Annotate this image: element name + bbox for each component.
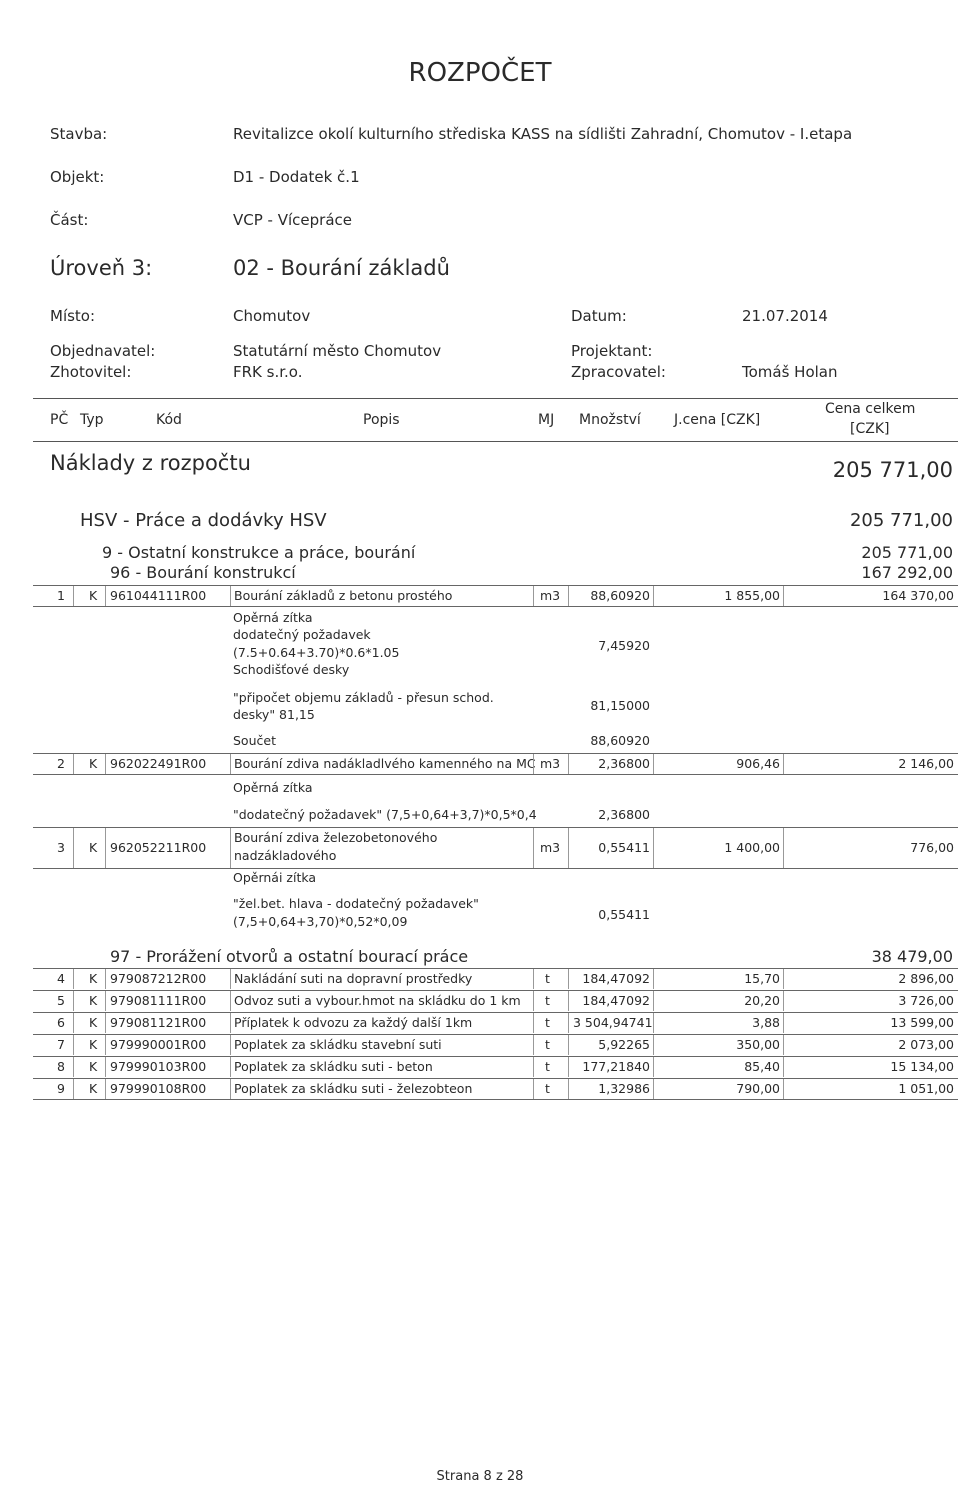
row-popis: Bourání zdiva nadákladlvého kamenného na MC bbox=[234, 756, 536, 771]
row-pc: 6 bbox=[57, 1015, 65, 1030]
col-mnozstvi: Množství bbox=[579, 412, 641, 428]
row-kod: 979990103R00 bbox=[110, 1059, 207, 1074]
table-row bbox=[33, 990, 958, 1011]
row-popis: Odvoz suti a vybour.hmot na skládku do 1 km bbox=[234, 993, 521, 1008]
detail-text: Schodišťové desky bbox=[233, 662, 350, 677]
detail-text: "připočet objemu základů - přesun schod. bbox=[233, 690, 494, 705]
row-pc: 3 bbox=[57, 840, 65, 855]
row-typ: K bbox=[89, 1015, 98, 1030]
group-96-label: 96 - Bourání konstrukcí bbox=[110, 563, 296, 582]
detail-text: desky" 81,15 bbox=[233, 707, 315, 722]
row-mj: t bbox=[545, 993, 550, 1008]
row-pc: 2 bbox=[57, 756, 65, 771]
row-kod: 979990108R00 bbox=[110, 1081, 207, 1096]
row-mj: m3 bbox=[540, 840, 561, 855]
group-96-total: 167 292,00 bbox=[861, 563, 953, 582]
uroven-label: Úroveň 3: bbox=[50, 256, 153, 280]
detail-text: Opěrná zítka bbox=[233, 780, 313, 795]
table-row bbox=[33, 968, 958, 989]
row-popis: Bourání základů z betonu prostého bbox=[234, 588, 453, 603]
row-typ: K bbox=[89, 1037, 98, 1052]
hsv-label: HSV - Práce a dodávky HSV bbox=[80, 510, 327, 531]
table-row bbox=[33, 1056, 958, 1077]
row-typ: K bbox=[89, 840, 98, 855]
objekt-value: D1 - Dodatek č.1 bbox=[233, 168, 360, 186]
row-jcena: 85,40 bbox=[744, 1059, 780, 1074]
row-mj: t bbox=[545, 1059, 550, 1074]
group-97-total: 38 479,00 bbox=[871, 947, 953, 966]
table-row bbox=[33, 1012, 958, 1033]
page-footer: Strana 8 z 28 bbox=[436, 1469, 524, 1484]
row-popis: Poplatek za skládku suti - beton bbox=[234, 1059, 433, 1074]
row-mj: t bbox=[545, 1081, 550, 1096]
group-9-total: 205 771,00 bbox=[861, 543, 953, 562]
table-row bbox=[33, 827, 958, 869]
row-typ: K bbox=[89, 588, 98, 603]
detail-value: 0,55411 bbox=[598, 907, 650, 922]
stavba-label: Stavba: bbox=[50, 125, 108, 143]
row-celkem: 3 726,00 bbox=[898, 993, 954, 1008]
datum-value: 21.07.2014 bbox=[742, 307, 828, 325]
row-celkem: 1 051,00 bbox=[898, 1081, 954, 1096]
row-celkem: 164 370,00 bbox=[882, 588, 954, 603]
col-mj: MJ bbox=[538, 412, 555, 428]
row-pc: 7 bbox=[57, 1037, 65, 1052]
group-97-label: 97 - Prorážení otvorů a ostatní bourací práce bbox=[110, 947, 469, 966]
row-popis: Nakládání suti na dopravní prostředky bbox=[234, 971, 473, 986]
detail-value: 81,15000 bbox=[590, 698, 650, 713]
row-typ: K bbox=[89, 1059, 98, 1074]
column-header bbox=[33, 398, 958, 442]
zpracovatel-label: Zpracovatel: bbox=[571, 363, 666, 381]
row-mnozstvi: 1,32986 bbox=[598, 1081, 650, 1096]
row-mnozstvi: 184,47092 bbox=[582, 993, 650, 1008]
row-typ: K bbox=[89, 1081, 98, 1096]
row-popis: Bourání zdiva železobetonového bbox=[234, 830, 438, 845]
row-mnozstvi: 5,92265 bbox=[598, 1037, 650, 1052]
col-pc: PČ bbox=[50, 412, 69, 428]
row-celkem: 15 134,00 bbox=[890, 1059, 954, 1074]
row-celkem: 776,00 bbox=[910, 840, 954, 855]
row-popis: nadzákladového bbox=[234, 848, 337, 863]
page-title: ROZPOČET bbox=[408, 58, 552, 88]
datum-label: Datum: bbox=[571, 307, 627, 325]
row-jcena: 350,00 bbox=[736, 1037, 780, 1052]
objekt-label: Objekt: bbox=[50, 168, 105, 186]
row-kod: 962022491R00 bbox=[110, 756, 207, 771]
row-kod: 962052211R00 bbox=[110, 840, 207, 855]
row-mj: t bbox=[545, 1037, 550, 1052]
row-mj: m3 bbox=[540, 756, 561, 771]
row-celkem: 13 599,00 bbox=[890, 1015, 954, 1030]
zhotovitel-label: Zhotovitel: bbox=[50, 363, 132, 381]
cast-label: Část: bbox=[50, 211, 89, 229]
row-pc: 8 bbox=[57, 1059, 65, 1074]
row-popis: Příplatek k odvozu za každý další 1km bbox=[234, 1015, 473, 1030]
row-mnozstvi: 184,47092 bbox=[582, 971, 650, 986]
row-popis: Poplatek za skládku stavební suti bbox=[234, 1037, 442, 1052]
detail-text: (7,5+0,64+3,70)*0,52*0,09 bbox=[233, 914, 408, 929]
detail-text: Opěrnái zítka bbox=[233, 870, 317, 885]
row-mj: t bbox=[545, 971, 550, 986]
row-celkem: 2 896,00 bbox=[898, 971, 954, 986]
row-kod: 979081121R00 bbox=[110, 1015, 207, 1030]
row-popis: Poplatek za skládku suti - železobteon bbox=[234, 1081, 473, 1096]
col-jcena: J.cena [CZK] bbox=[674, 412, 761, 428]
col-celkem-unit: [CZK] bbox=[850, 421, 890, 437]
col-kod: Kód bbox=[156, 412, 182, 428]
row-kod: 979081111R00 bbox=[110, 993, 207, 1008]
row-jcena: 790,00 bbox=[736, 1081, 780, 1096]
row-jcena: 1 855,00 bbox=[724, 588, 780, 603]
uroven-value: 02 - Bourání základů bbox=[233, 256, 450, 280]
table-row bbox=[33, 585, 958, 607]
row-pc: 9 bbox=[57, 1081, 65, 1096]
row-celkem: 2 073,00 bbox=[898, 1037, 954, 1052]
misto-label: Místo: bbox=[50, 307, 96, 325]
row-mnozstvi: 88,60920 bbox=[590, 588, 650, 603]
row-mj: t bbox=[545, 1015, 550, 1030]
row-jcena: 3,88 bbox=[752, 1015, 780, 1030]
zpracovatel-value: Tomáš Holan bbox=[742, 363, 838, 381]
row-jcena: 20,20 bbox=[744, 993, 780, 1008]
detail-text: dodatečný požadavek bbox=[233, 627, 371, 642]
row-mnozstvi: 2,36800 bbox=[598, 756, 650, 771]
row-typ: K bbox=[89, 971, 98, 986]
table-row bbox=[33, 753, 958, 775]
col-typ: Typ bbox=[80, 412, 104, 428]
stavba-value: Revitalizce okolí kulturního střediska KASS na sídlišti Zahradní, Chomutov - I.etapa bbox=[233, 125, 853, 143]
detail-text: "žel.bet. hlava - dodatečný požadavek" bbox=[233, 896, 479, 911]
objednavatel-label: Objednavatel: bbox=[50, 342, 156, 360]
row-pc: 5 bbox=[57, 993, 65, 1008]
naklady-total: 205 771,00 bbox=[832, 458, 953, 482]
cast-value: VCP - Vícepráce bbox=[233, 211, 352, 229]
detail-value: 7,45920 bbox=[598, 638, 650, 653]
detail-text: Součet bbox=[233, 733, 276, 748]
col-popis: Popis bbox=[363, 412, 400, 428]
misto-value: Chomutov bbox=[233, 307, 311, 325]
group-9-label: 9 - Ostatní konstrukce a práce, bourání bbox=[102, 543, 416, 562]
objednavatel-value: Statutární město Chomutov bbox=[233, 342, 442, 360]
detail-text: Opěrná zítka bbox=[233, 610, 313, 625]
detail-text: "dodatečný požadavek" (7,5+0,64+3,7)*0,5*0,4 bbox=[233, 807, 537, 822]
row-celkem: 2 146,00 bbox=[898, 756, 954, 771]
detail-value: 2,36800 bbox=[598, 807, 650, 822]
row-mj: m3 bbox=[540, 588, 561, 603]
row-mnozstvi: 0,55411 bbox=[598, 840, 650, 855]
row-typ: K bbox=[89, 756, 98, 771]
row-typ: K bbox=[89, 993, 98, 1008]
row-pc: 1 bbox=[57, 588, 65, 603]
row-pc: 4 bbox=[57, 971, 65, 986]
zhotovitel-value: FRK s.r.o. bbox=[233, 363, 303, 381]
naklady-label: Náklady z rozpočtu bbox=[50, 451, 251, 475]
detail-value: 88,60920 bbox=[590, 733, 650, 748]
row-kod: 961044111R00 bbox=[110, 588, 207, 603]
row-kod: 979087212R00 bbox=[110, 971, 207, 986]
projektant-label: Projektant: bbox=[571, 342, 653, 360]
hsv-total: 205 771,00 bbox=[849, 510, 953, 531]
table-row bbox=[33, 1078, 958, 1100]
row-jcena: 906,46 bbox=[736, 756, 780, 771]
table-row bbox=[33, 1034, 958, 1055]
detail-text: (7.5+0.64+3.70)*0.6*1.05 bbox=[233, 645, 400, 660]
row-kod: 979990001R00 bbox=[110, 1037, 207, 1052]
col-celkem: Cena celkem bbox=[825, 401, 916, 417]
row-jcena: 15,70 bbox=[744, 971, 780, 986]
row-jcena: 1 400,00 bbox=[724, 840, 780, 855]
row-mnozstvi: 3 504,94741 bbox=[573, 1015, 653, 1030]
row-mnozstvi: 177,21840 bbox=[582, 1059, 650, 1074]
